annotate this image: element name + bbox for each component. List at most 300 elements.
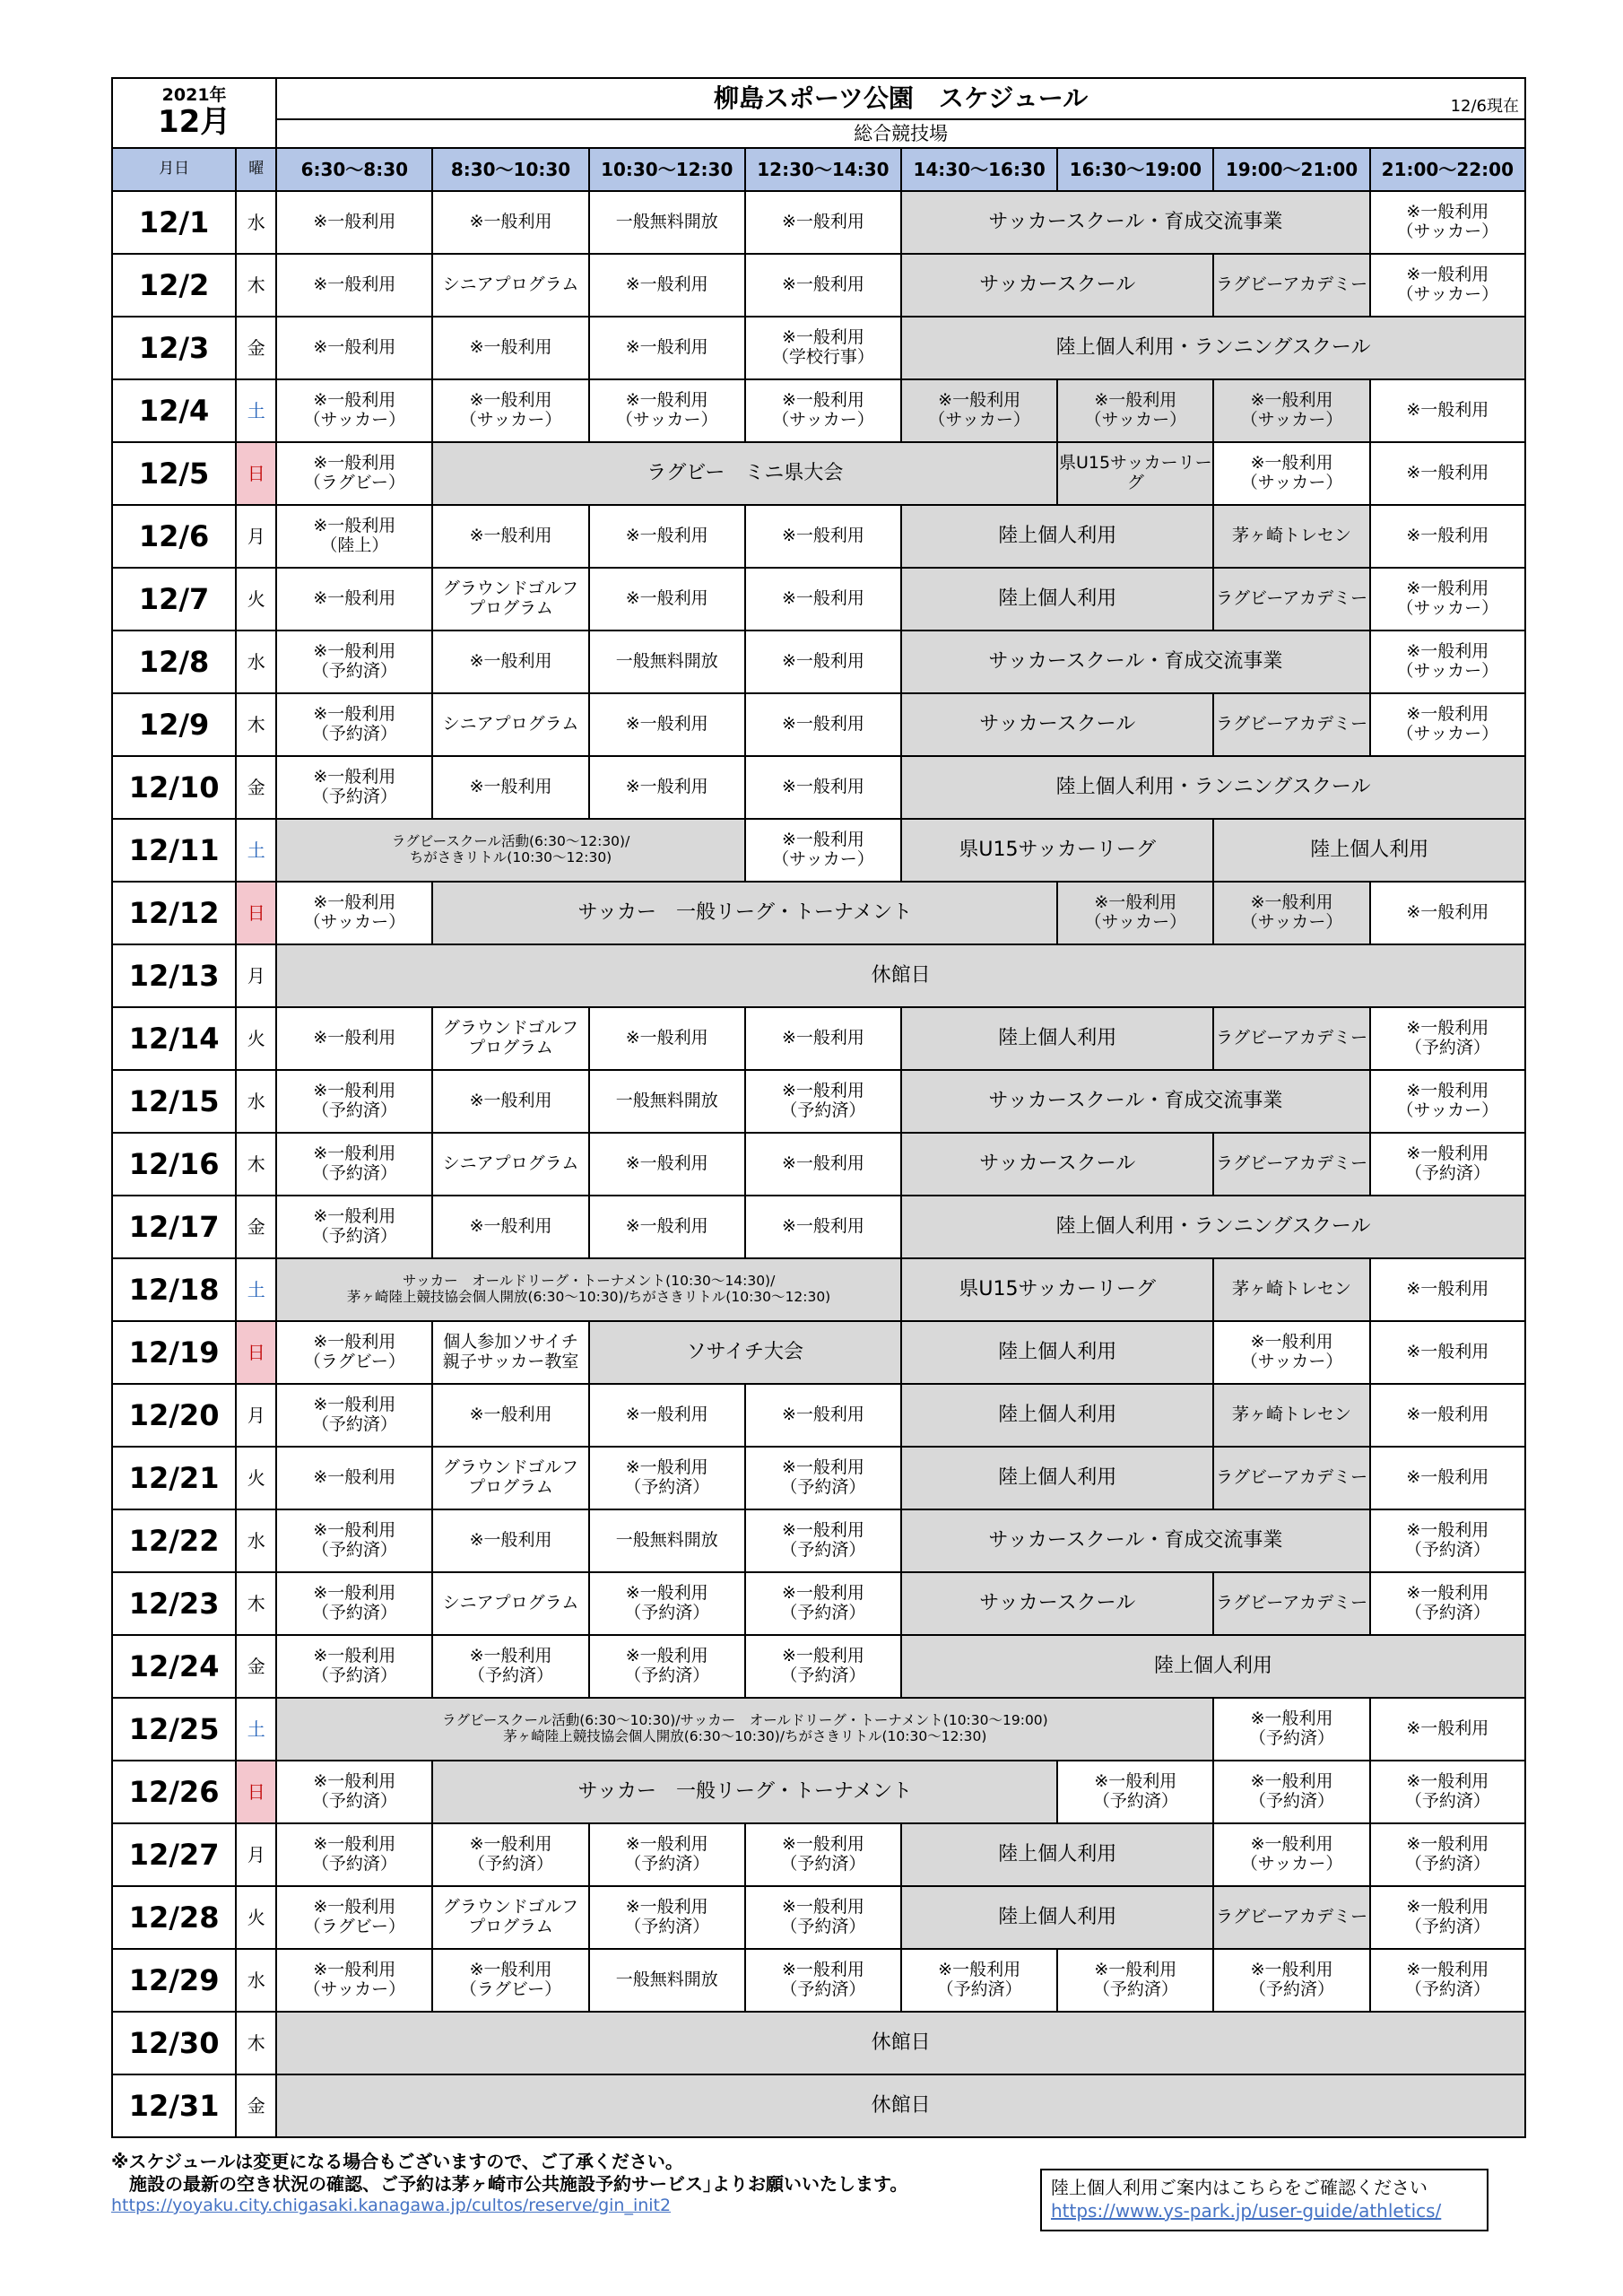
schedule-cell [432, 254, 588, 317]
row-date: 12/28 [112, 1886, 236, 1949]
cell-text: ※一般利用 [1406, 641, 1489, 662]
schedule-cell [901, 1384, 1213, 1447]
cell-text: （サッカー） [1396, 222, 1499, 241]
cell-text: シニアプログラム [442, 274, 579, 295]
schedule-cell [432, 1635, 588, 1698]
schedule-cell [745, 1509, 901, 1572]
cell-text: ※一般利用 [313, 453, 396, 474]
row-date: 12/10 [112, 756, 236, 819]
cell-text: ※一般利用 [313, 516, 396, 536]
row-date: 12/14 [112, 1007, 236, 1070]
month-label: 12月 [157, 104, 231, 141]
row-date: 12/12 [112, 882, 236, 944]
schedule-cell [589, 505, 745, 568]
cell-text: 陸上個人利用 [998, 1341, 1117, 1364]
schedule-cell [589, 191, 745, 254]
cell-text: 個人参加ソサイチ [443, 1332, 578, 1352]
row-date: 12/7 [112, 568, 236, 631]
cell-text: ※一般利用 [1406, 1960, 1489, 1980]
cell-text: ※一般利用 [625, 777, 708, 797]
schedule-cell [276, 568, 432, 631]
cell-text: ※一般利用 [625, 714, 708, 735]
cell-text: （予約済） [780, 1665, 866, 1685]
row-date: 12/9 [112, 693, 236, 756]
cell-text: ※一般利用 [1406, 1279, 1489, 1300]
cell-text: ※一般利用 [313, 1520, 396, 1541]
cell-text: ※一般利用 [625, 588, 708, 609]
reservation-link[interactable]: https://yoyaku.city.chigasaki.kanagawa.jp/cultos/reserve/gin_init2 [111, 2196, 672, 2215]
cell-text: サッカー オールドリーグ・トーナメント(10:30～14:30)/ [402, 1273, 776, 1290]
schedule-cell [589, 1007, 745, 1070]
schedule-row [112, 1070, 1525, 1133]
row-weekday: 月 [236, 505, 276, 568]
cell-text: （予約済） [311, 1226, 397, 1246]
cell-text: シニアプログラム [442, 714, 579, 735]
row-date: 12/4 [112, 379, 236, 442]
schedule-cell [432, 1384, 588, 1447]
schedule-cell [901, 1635, 1525, 1698]
row-date: 12/22 [112, 1509, 236, 1572]
cell-text: ※一般利用 [469, 390, 552, 411]
row-weekday: 水 [236, 631, 276, 693]
cell-text: 親子サッカー教室 [442, 1352, 579, 1371]
schedule-cell [276, 1258, 901, 1321]
schedule-cell [1213, 882, 1369, 944]
schedule-cell [276, 1635, 432, 1698]
schedule-cell [432, 1321, 588, 1384]
cell-text: ※一般利用 [625, 1583, 708, 1604]
cell-text: （サッカー） [1396, 284, 1499, 304]
cell-text: サッカースクール [979, 713, 1136, 736]
schedule-cell [1370, 1258, 1525, 1321]
cell-text: プログラム [468, 1917, 553, 1936]
schedule-cell [432, 442, 1057, 505]
cell-text: ※一般利用 [781, 1457, 864, 1478]
schedule-cell [901, 1949, 1057, 2012]
schedule-cell [745, 191, 901, 254]
schedule-row [112, 1886, 1525, 1949]
cell-text: ※一般利用 [469, 1216, 552, 1237]
row-weekday: 日 [236, 882, 276, 944]
cell-text: ※一般利用 [781, 1028, 864, 1048]
schedule-cell [901, 317, 1525, 379]
schedule-row [112, 1007, 1525, 1070]
column-header-slot: 16:30～19:00 [1057, 148, 1213, 191]
cell-text: ※一般利用 [625, 274, 708, 295]
schedule-cell [276, 1007, 432, 1070]
athletics-info-link[interactable]: https://www.ys-park.jp/user-guide/athletics/ [1051, 2200, 1442, 2222]
cell-text: （予約済） [1404, 1163, 1490, 1183]
cell-text: （予約済） [1404, 1038, 1490, 1057]
cell-text: ラグビーアカデミー [1215, 714, 1368, 735]
row-date: 12/31 [112, 2074, 236, 2137]
schedule-row [112, 882, 1525, 944]
schedule-cell [745, 1635, 901, 1698]
cell-text: 陸上個人利用・ランニングスクール [1055, 776, 1371, 799]
schedule-cell [1213, 1321, 1369, 1384]
schedule-row [112, 1572, 1525, 1635]
schedule-row [112, 568, 1525, 631]
schedule-cell [589, 1823, 745, 1886]
row-weekday: 金 [236, 756, 276, 819]
cell-text: （サッカー） [615, 410, 718, 430]
schedule-cell [1213, 1761, 1369, 1823]
athletics-info-text: 陸上個人利用ご案内はこちらをご確認ください [1051, 2177, 1428, 2198]
cell-text: 陸上個人利用 [1154, 1655, 1273, 1678]
cell-text: ※一般利用 [781, 714, 864, 735]
cell-text: 陸上個人利用・ランニングスクール [1055, 336, 1371, 360]
cell-text: ※一般利用 [313, 588, 396, 609]
row-date: 12/1 [112, 191, 236, 254]
schedule-cell [745, 254, 901, 317]
schedule-cell [432, 1886, 588, 1949]
row-weekday: 水 [236, 1949, 276, 2012]
cell-text: （ラグビー） [459, 1979, 562, 1999]
schedule-cell [1370, 1384, 1525, 1447]
schedule-cell [1213, 1949, 1369, 2012]
cell-text: ※一般利用 [313, 1834, 396, 1855]
cell-text: 陸上個人利用 [998, 587, 1117, 611]
schedule-cell [276, 1509, 432, 1572]
row-date: 12/24 [112, 1635, 236, 1698]
column-header-slot: 21:00～22:00 [1370, 148, 1525, 191]
schedule-cell [901, 1007, 1213, 1070]
cell-text: ※一般利用 [1406, 1834, 1489, 1855]
cell-text: プログラム [468, 598, 553, 618]
schedule-cell [1213, 505, 1369, 568]
cell-text: （予約済） [624, 1665, 710, 1685]
row-weekday: 日 [236, 1321, 276, 1384]
cell-text: （サッカー） [1396, 661, 1499, 681]
schedule-cell [901, 1133, 1213, 1196]
schedule-cell [1370, 442, 1525, 505]
schedule-cell [276, 191, 432, 254]
row-weekday: 木 [236, 1133, 276, 1196]
month-header [112, 78, 276, 148]
cell-text: ※一般利用 [469, 526, 552, 546]
schedule-cell [276, 2012, 1525, 2074]
row-weekday: 日 [236, 442, 276, 505]
schedule-cell [1370, 1949, 1525, 2012]
row-date: 12/3 [112, 317, 236, 379]
schedule-cell [1213, 1572, 1369, 1635]
cell-text: ※一般利用 [781, 1646, 864, 1666]
cell-text: 一般無料開放 [615, 1091, 718, 1111]
schedule-cell [1213, 693, 1369, 756]
schedule-cell [745, 1384, 901, 1447]
schedule-cell [745, 568, 901, 631]
schedule-cell [432, 1949, 588, 2012]
cell-text: ※一般利用 [313, 1960, 396, 1980]
schedule-cell [901, 568, 1213, 631]
schedule-row [112, 1698, 1525, 1761]
cell-text: ※一般利用 [1406, 1405, 1489, 1425]
cell-text: ※一般利用 [313, 1144, 396, 1164]
schedule-row [112, 1949, 1525, 2012]
schedule-cell [276, 693, 432, 756]
cell-text: ※一般利用 [1406, 1771, 1489, 1792]
cell-text: ※一般利用 [625, 1457, 708, 1478]
cell-text: ※一般利用 [1406, 265, 1489, 285]
schedule-cell [276, 1321, 432, 1384]
schedule-cell [589, 1384, 745, 1447]
schedule-cell [1370, 1761, 1525, 1823]
cell-text: （サッカー） [459, 410, 562, 430]
cell-text: （予約済） [468, 1854, 554, 1874]
schedule-row [112, 2012, 1525, 2074]
schedule-change-note: ※スケジュールは変更になる場合もございますので、ご了承ください。 [111, 2151, 683, 2172]
cell-text: （サッカー） [772, 410, 874, 430]
cell-text: （予約済） [1404, 1791, 1490, 1811]
schedule-cell [901, 254, 1213, 317]
schedule-cell [745, 1133, 901, 1196]
schedule-cell [276, 1133, 432, 1196]
cell-text: サッカースクール [979, 274, 1136, 297]
cell-text: 一般無料開放 [615, 651, 718, 672]
schedule-cell [432, 756, 588, 819]
cell-text: グラウンドゴルフ [442, 1897, 579, 1918]
cell-text: 陸上個人利用・ランニングスクール [1055, 1215, 1371, 1239]
cell-text: 陸上個人利用 [998, 1404, 1117, 1427]
cell-text: 休館日 [871, 2094, 931, 2118]
facility-name: 総合競技場 [276, 119, 1525, 148]
schedule-cell [901, 1509, 1370, 1572]
column-header-slot: 6:30～8:30 [276, 148, 432, 191]
schedule-cell [1370, 631, 1525, 693]
schedule-cell [901, 379, 1057, 442]
cell-text: ※一般利用 [781, 390, 864, 411]
cell-text: ※一般利用 [938, 1960, 1021, 1980]
cell-text: ※一般利用 [313, 274, 396, 295]
schedule-cell [276, 442, 432, 505]
schedule-cell [745, 631, 901, 693]
cell-text: （予約済） [311, 1100, 397, 1120]
cell-text: ラグビーアカデミー [1215, 1153, 1368, 1174]
cell-text: 茅ヶ崎陸上競技協会個人開放(6:30～10:30)/ちがさきリトル(10:30～12:30) [347, 1289, 831, 1305]
schedule-row [112, 254, 1525, 317]
row-weekday: 月 [236, 1823, 276, 1886]
row-weekday: 火 [236, 1007, 276, 1070]
schedule-cell [901, 631, 1370, 693]
cell-text: （ラグビー） [303, 473, 405, 492]
row-date: 12/29 [112, 1949, 236, 2012]
cell-text: （予約済） [624, 1477, 710, 1497]
cell-text: ラグビースクール活動(6:30～10:30)/サッカー オールドリーグ・トーナメント(10:30～19:00) [441, 1712, 1048, 1729]
schedule-cell [276, 379, 432, 442]
schedule-cell [1213, 1823, 1369, 1886]
cell-text: （予約済） [311, 1665, 397, 1685]
cell-text: （サッカー） [1240, 1352, 1343, 1371]
schedule-cell [901, 1321, 1213, 1384]
cell-text: ※一般利用 [469, 1834, 552, 1855]
cell-text: ※一般利用 [313, 1897, 396, 1918]
schedule-cell [1213, 1133, 1369, 1196]
cell-text: サッカースクール・育成交流事業 [988, 1529, 1283, 1552]
cell-text: （予約済） [1404, 1540, 1490, 1560]
cell-text: ちがさきリトル(10:30～12:30) [409, 849, 612, 865]
cell-text: ※一般利用 [1094, 1960, 1177, 1980]
cell-text: ラグビー ミニ県大会 [647, 462, 844, 485]
cell-text: ※一般利用 [1094, 1771, 1177, 1792]
cell-text: （サッカー） [1084, 912, 1187, 932]
schedule-cell [745, 693, 901, 756]
cell-text: （予約済） [1092, 1791, 1178, 1811]
cell-text: （サッカー） [303, 912, 406, 932]
column-header-slot: 12:30～14:30 [745, 148, 901, 191]
cell-text: （予約済） [780, 1477, 866, 1497]
schedule-row [112, 191, 1525, 254]
schedule-cell [745, 1886, 901, 1949]
cell-text: サッカー 一般リーグ・トーナメント [577, 1780, 913, 1804]
row-date: 12/26 [112, 1761, 236, 1823]
cell-text: ※一般利用 [781, 588, 864, 609]
cell-text: ※一般利用 [1406, 1081, 1489, 1101]
schedule-cell [1370, 1133, 1525, 1196]
schedule-cell [745, 317, 901, 379]
cell-text: シニアプログラム [442, 1153, 579, 1174]
cell-text: グラウンドゴルフ [442, 578, 579, 599]
cell-text: （サッカー） [303, 410, 406, 430]
schedule-row [112, 1196, 1525, 1258]
schedule-cell [745, 1447, 901, 1509]
row-weekday: 月 [236, 944, 276, 1007]
cell-text: ※一般利用 [469, 777, 552, 797]
row-weekday: 火 [236, 568, 276, 631]
cell-text: ※一般利用 [469, 1646, 552, 1666]
row-weekday: 日 [236, 1761, 276, 1823]
title-cell [276, 78, 1525, 119]
schedule-cell [589, 317, 745, 379]
schedule-cell [901, 1572, 1213, 1635]
cell-text: ※一般利用 [938, 390, 1021, 411]
schedule-cell [276, 819, 745, 882]
cell-text: シニアプログラム [442, 1593, 579, 1613]
schedule-row [112, 756, 1525, 819]
schedule-cell [432, 1070, 588, 1133]
row-weekday: 火 [236, 1886, 276, 1949]
cell-text: 一般無料開放 [615, 1530, 718, 1551]
row-date: 12/15 [112, 1070, 236, 1133]
cell-text: （サッカー） [1240, 410, 1343, 430]
cell-text: ※一般利用 [781, 1834, 864, 1855]
schedule-cell [589, 1070, 745, 1133]
cell-text: 陸上個人利用 [1310, 839, 1429, 862]
cell-text: （サッカー） [303, 1979, 406, 1999]
column-header-slot: 14:30～16:30 [901, 148, 1057, 191]
schedule-cell [276, 1384, 432, 1447]
row-weekday: 金 [236, 317, 276, 379]
cell-text: ※一般利用 [1250, 1834, 1333, 1855]
schedule-cell [745, 1949, 901, 2012]
schedule-cell [432, 1447, 588, 1509]
schedule-cell [1213, 1384, 1369, 1447]
cell-text: ラグビーアカデミー [1215, 1907, 1368, 1927]
cell-text: ラグビーアカデミー [1215, 274, 1368, 295]
cell-text: 休館日 [871, 964, 931, 987]
schedule-cell [901, 819, 1213, 882]
cell-text: ※一般利用 [781, 1153, 864, 1174]
schedule-cell [745, 1196, 901, 1258]
cell-text: ※一般利用 [469, 1405, 552, 1425]
schedule-cell [1370, 1321, 1525, 1384]
cell-text: （陸上） [320, 535, 389, 555]
schedule-cell [901, 1886, 1213, 1949]
row-date: 12/6 [112, 505, 236, 568]
cell-text: ※一般利用 [313, 1206, 396, 1227]
schedule-row [112, 317, 1525, 379]
schedule-cell [276, 944, 1525, 1007]
cell-text: ラグビーアカデミー [1215, 588, 1368, 609]
schedule-cell [432, 505, 588, 568]
cell-text: （予約済） [311, 787, 397, 806]
cell-text: ※一般利用 [625, 337, 708, 358]
cell-text: （予約済） [311, 1854, 397, 1874]
schedule-cell [745, 1070, 901, 1133]
row-date: 12/17 [112, 1196, 236, 1258]
schedule-cell [1057, 379, 1213, 442]
cell-text: ※一般利用 [313, 1081, 396, 1101]
cell-text: ※一般利用 [781, 1081, 864, 1101]
cell-text: ※一般利用 [781, 651, 864, 672]
cell-text: （予約済） [1404, 1979, 1490, 1999]
schedule-cell [276, 1886, 432, 1949]
schedule-cell [901, 191, 1370, 254]
schedule-row [112, 1384, 1525, 1447]
column-header-row [112, 148, 1525, 191]
schedule-table [111, 77, 1526, 2138]
cell-text: ※一般利用 [313, 641, 396, 662]
row-weekday: 木 [236, 1572, 276, 1635]
column-header-slot: 8:30～10:30 [432, 148, 588, 191]
cell-text: プログラム [468, 1477, 553, 1497]
schedule-cell [901, 1258, 1213, 1321]
schedule-cell [589, 379, 745, 442]
cell-text: ※一般利用 [1250, 1771, 1333, 1792]
schedule-cell [1213, 442, 1369, 505]
schedule-cell [589, 1572, 745, 1635]
schedule-cell [1370, 1070, 1525, 1133]
cell-text: （予約済） [1404, 1917, 1490, 1936]
schedule-row [112, 379, 1525, 442]
row-weekday: 月 [236, 1384, 276, 1447]
cell-text: ラグビーアカデミー [1215, 1593, 1368, 1613]
cell-text: サッカースクール・育成交流事業 [988, 650, 1283, 674]
schedule-cell [901, 1196, 1525, 1258]
schedule-cell [1370, 1823, 1525, 1886]
schedule-cell [276, 1698, 1213, 1761]
cell-text: ※一般利用 [313, 390, 396, 411]
schedule-cell [432, 1133, 588, 1196]
schedule-cell [432, 693, 588, 756]
schedule-cell [589, 1886, 745, 1949]
schedule-cell [589, 1196, 745, 1258]
cell-text: 陸上個人利用 [998, 1466, 1117, 1490]
schedule-cell [276, 1949, 432, 2012]
schedule-cell [1370, 254, 1525, 317]
cell-text: ※一般利用 [313, 1332, 396, 1352]
cell-text: サッカースクール [979, 1152, 1136, 1176]
cell-text: （サッカー） [1396, 724, 1499, 744]
cell-text: ラグビーアカデミー [1215, 1467, 1368, 1488]
row-weekday: 金 [236, 2074, 276, 2137]
schedule-cell [276, 254, 432, 317]
schedule-cell [1213, 1007, 1369, 1070]
schedule-cell [745, 756, 901, 819]
schedule-cell [1213, 1886, 1369, 1949]
cell-text: ※一般利用 [1094, 892, 1177, 913]
cell-text: ※一般利用 [625, 1405, 708, 1425]
cell-text: （予約済） [311, 661, 397, 681]
